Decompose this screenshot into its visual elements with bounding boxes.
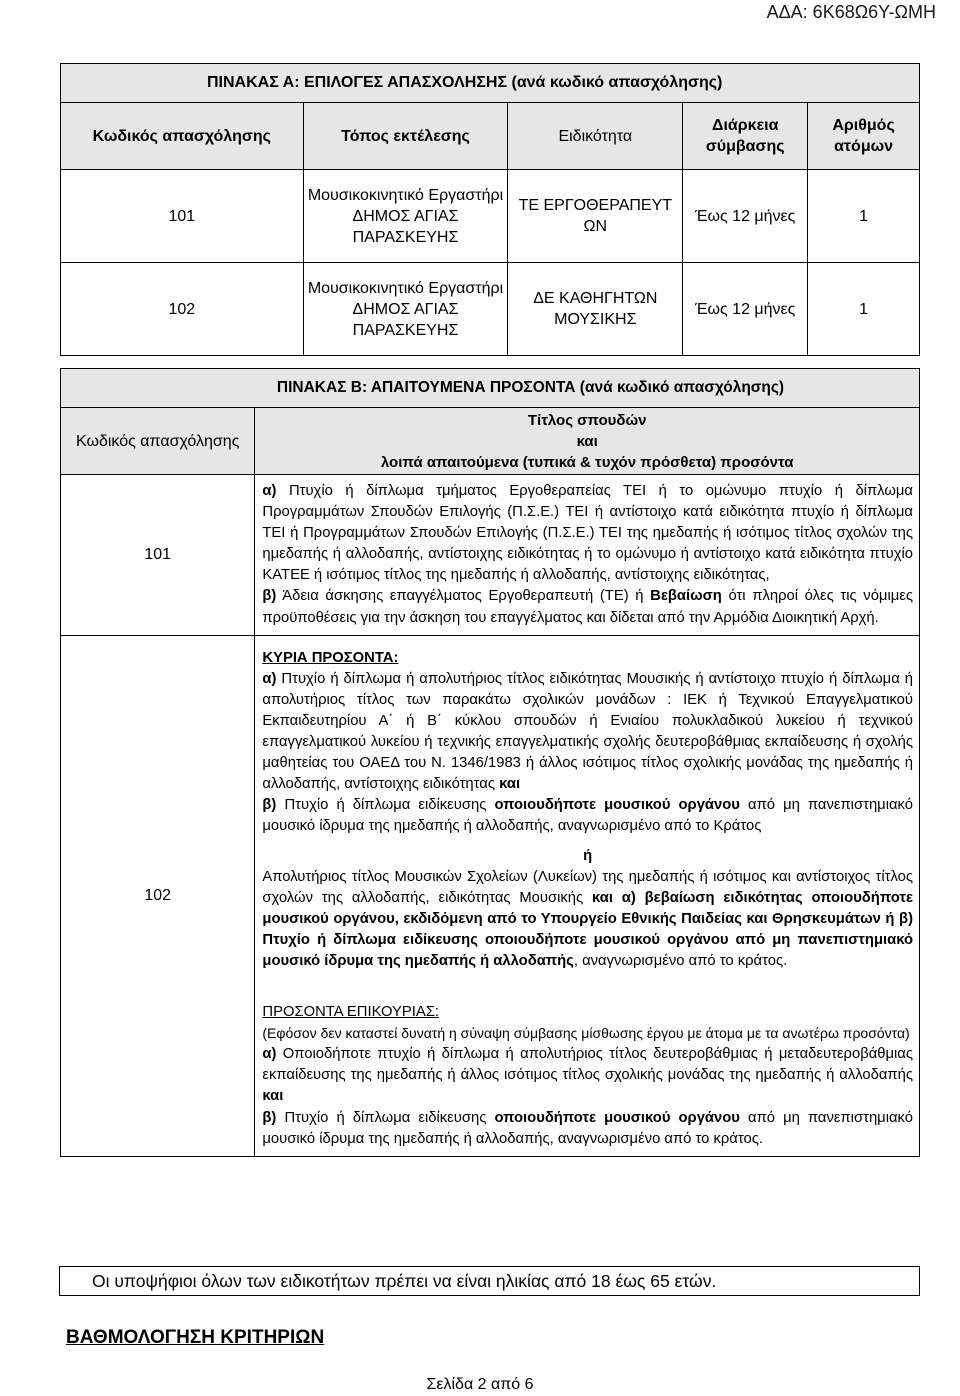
row-102-qualifications xyxy=(255,635,920,1156)
header-persons: Αριθμός ατόμων xyxy=(808,103,920,170)
row-101-b-text-2: ότι πληροί όλες τις νόμιμες προϋποθέσεις για την άσκηση του επαγγέλματος και δίδεται από την Αρμόδια Διοικητική Αρχή. xyxy=(262,588,913,626)
label-b: β) xyxy=(262,1109,277,1126)
row-102-b-bold: οποιουδήποτε μουσικού οργάνου xyxy=(494,797,740,814)
header-code: Κωδικός απασχόλησης xyxy=(61,103,304,170)
aux-b-text-1: Πτυχίο ή δίπλωμα ειδίκευσης xyxy=(284,1109,487,1126)
row-102-b-text-1: Πτυχίο ή δίπλωμα ειδίκευσης xyxy=(284,797,487,814)
aux-qualifications-heading: ΠΡΟΣΟΝΤΑ ΕΠΙΚΟΥΡΙΑΣ: xyxy=(262,1004,439,1021)
ada-code: ΑΔΑ: 6Κ68Ω6Υ-ΩΜΗ xyxy=(766,2,936,22)
cell-duration: Έως 12 μήνες xyxy=(683,170,808,263)
table-b xyxy=(60,368,920,1157)
table-row xyxy=(61,263,920,356)
row-102-code: 102 xyxy=(61,635,255,1156)
cell-code: 102 xyxy=(61,263,304,356)
qual-header-line-3: λοιπά απαιτούμενα (τυπικά & τυχόν πρόσθετα) προσόντα xyxy=(380,453,794,471)
table-a-title: ΠΙΝΑΚΑΣ Α: ΕΠΙΛΟΓΕΣ ΑΠΑΣΧΟΛΗΣΗΣ (ανά κωδικό απασχόλησης) xyxy=(61,64,920,103)
row-102-or: ή xyxy=(583,847,593,864)
header-duration: Διάρκεια σύμβασης xyxy=(683,103,808,170)
qual-header-line-1: Τίτλος σπουδών xyxy=(527,411,647,429)
table-b-title-spacer xyxy=(61,369,255,408)
cell-persons: 1 xyxy=(808,170,920,263)
table-row xyxy=(61,635,920,1156)
age-requirement-note: Οι υποψήφιοι όλων των ειδικοτήτων πρέπει να είναι ηλικίας από 18 έως 65 ετών. xyxy=(59,1266,920,1296)
aux-b-text-2: από μη πανεπιστημιακό μουσικό ίδρυμα της ημεδαπής ή αλλοδαπής, αναγνωρισμένο από το κράτος. xyxy=(262,1109,913,1147)
row-102-a-text: Πτυχίο ή δίπλωμα ή απολυτήριος τίτλος ειδικότητας Μουσικής ή αντίστοιχο πτυχίο ή δίπλωμα ή απολυτήριος τίτλος των παρακάτω σχολικών μονάδων : ΙΕΚ ή Τεχνικού Επαγγελματικού Εκπαιδευτηρίου Α΄ ή Β΄ κύκλου σπουδών ή Ενιαίου πολυκλαδικού λυκείου ή τεχνικού επαγγελματικού λυκείου ή τεχνικής επαγγελματικής σχολής δευτεροβάθμιας εκπαίδευσης ή σχολής μαθητείας του ΟΑΕΔ του Ν. 1346/1983 ή άλλος ισότιμος τίτλος σχολικής μονάδας της ημεδαπής ή αλλοδαπής, αντίστοιχης ειδικότητας xyxy=(262,670,913,793)
row-102-b-text-2: από μη πανεπιστημιακό μουσικό ίδρυμα της ημεδαπής ή αλλοδαπής, αναγνωρισμένο από το Κράτος xyxy=(262,797,913,835)
header-specialty: Ειδικότητα xyxy=(508,103,683,170)
cell-persons: 1 xyxy=(808,263,920,356)
table-row xyxy=(61,475,920,636)
row-102-a-and: και xyxy=(499,776,521,793)
label-a: α) xyxy=(262,1046,277,1063)
qual-header-line-2: και xyxy=(576,432,598,450)
row-101-a-text: Πτυχίο ή δίπλωμα τμήματος Εργοθεραπείας ΤΕΙ ή το ομώνυμο πτυχίο ή δίπλωμα Προγραμμάτων Σπουδών Επιλογής (Π.Σ.Ε.) ΤΕΙ ή αντίστοιχο κατά ειδικότητα πτυχίο ή δίπλωμα ΤΕΙ ή Προγραμμάτων Σπουδών Επιλογής (Π.Σ.Ε.) ΤΕΙ της ημεδαπής ή ισότιμος τίτλος σχολών της ημεδαπής ή αλλοδαπής, αντίστοιχης ειδικότητας ή το ομώνυμο ή αντίστοιχο κατά ειδικότητα πτυχίο ΚΑΤΕΕ ή ισότιμος τίτλος της ημεδαπής ή αλλοδαπής, αντίστοιχης ειδικότητας, xyxy=(262,483,913,584)
table-row xyxy=(61,170,920,263)
table-b-qual-header xyxy=(255,408,920,475)
header-place: Τόπος εκτέλεσης xyxy=(303,103,508,170)
aux-note: (Εφόσον δεν καταστεί δυνατή η σύναψη σύμβασης μίσθωσης έργου με άτομα με τα ανωτέρω προσόντα) xyxy=(262,1025,910,1042)
label-b: β) xyxy=(262,797,277,814)
table-b-code-header: Κωδικός απασχόλησης xyxy=(61,408,255,475)
row-102-c-text-2: , αναγνωρισμένο από το κράτος. xyxy=(573,952,788,969)
table-a xyxy=(60,63,920,356)
table-b-title: ΠΙΝΑΚΑΣ Β: ΑΠΑΙΤΟΥΜΕΝΑ ΠΡΟΣΟΝΤΑ (ανά κωδικό απασχόλησης) xyxy=(255,369,920,408)
row-102-c-bold: και α) βεβαίωση ειδικότητας οποιουδήποτε μουσικού οργάνου, εκδιδόμενη από το Υπουργείο Εθνικής Παιδείας και Θρησκευμάτων ή β) Πτυχίο ή δίπλωμα ειδίκευσης οποιουδήποτε μουσικού οργάνου από μη πανεπιστημιακό μουσικό ίδρυμα της ημεδαπής ή αλλοδαπής xyxy=(262,889,913,969)
cell-specialty: ΤΕ ΕΡΓΟΘΕΡΑΠΕΥΤ ΩΝ xyxy=(508,170,683,263)
row-101-code: 101 xyxy=(61,475,255,636)
label-a: α) xyxy=(262,483,277,499)
cell-specialty: ΔΕ ΚΑΘΗΓΗΤΩΝ ΜΟΥΣΙΚΗΣ xyxy=(508,263,683,356)
aux-a-and: και xyxy=(262,1088,284,1105)
cell-duration: Έως 12 μήνες xyxy=(683,263,808,356)
row-101-b-text-1: Άδεια άσκησης επαγγέλματος Εργοθεραπευτή (ΤΕ) ή xyxy=(282,588,644,605)
label-b: β) xyxy=(262,588,277,605)
scoring-heading: ΒΑΘΜΟΛΟΓΗΣΗ ΚΡΙΤΗΡΙΩΝ xyxy=(66,1327,325,1348)
aux-a-text: Οποιοδήποτε πτυχίο ή δίπλωμα ή απολυτήριος τίτλος δευτεροβάθμιας ή μεταδευτεροβάθμιας εκπαίδευσης της ημεδαπής ή άλλος ισότιμος τίτλος σχολικής μονάδας της ημεδαπής ή αλλοδαπής xyxy=(262,1046,913,1084)
cell-place: Μουσικοκινητικό Εργαστήρι ΔΗΜΟΣ ΑΓΙΑΣ ΠΑΡΑΣΚΕΥΗΣ xyxy=(303,170,508,263)
aux-b-bold: οποιουδήποτε μουσικού οργάνου xyxy=(494,1109,740,1126)
row-101-b-bold: Βεβαίωση xyxy=(650,588,722,605)
cell-code: 101 xyxy=(61,170,304,263)
label-a: α) xyxy=(262,670,277,687)
main-qualifications-heading: ΚΥΡΙΑ ΠΡΟΣΟΝΤΑ: xyxy=(262,649,399,666)
cell-place: Μουσικοκινητικό Εργαστήρι ΔΗΜΟΣ ΑΓΙΑΣ ΠΑΡΑΣΚΕΥΗΣ xyxy=(303,263,508,356)
row-102-c-text-1: Απολυτήριος τίτλος Μουσικών Σχολείων (Λυκείων) της ημεδαπής ή ισότιμος και αντίστοιχος τίτλος σχολών της αλλοδαπής, ειδικότητας Μουσικής xyxy=(262,868,913,906)
page-footer: Σελίδα 2 από 6 xyxy=(426,1376,534,1393)
row-101-qualifications xyxy=(255,475,920,636)
